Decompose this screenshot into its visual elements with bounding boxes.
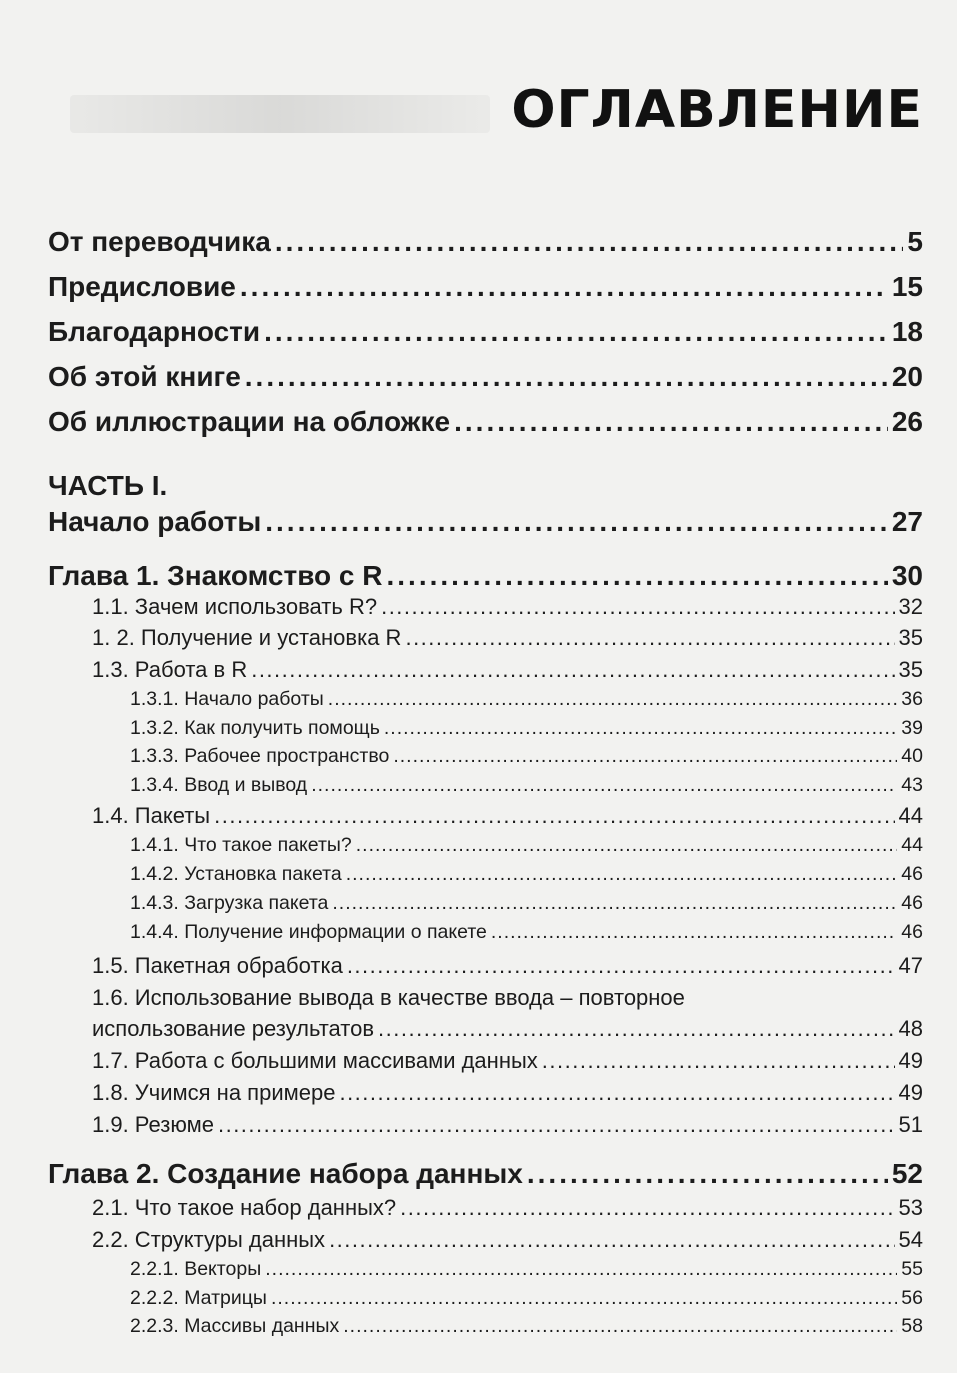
chapter-entry[interactable]: Глава 1. Знакомство с R ..... 30	[48, 560, 923, 592]
page-number: 44	[898, 803, 923, 828]
toc-entry[interactable]: 2.2.3. Массивы данных ..... 58	[130, 1315, 923, 1338]
toc-entry[interactable]: 2.1. Что такое набор данных? ..... 53	[92, 1195, 923, 1221]
toc-entry[interactable]: 2.2.2. Матрицы ..... 56	[130, 1287, 923, 1310]
page-number: 40	[901, 745, 923, 767]
page-number: 46	[901, 892, 923, 914]
toc-entry[interactable]: 1.3. Работа в R ..... 35	[92, 657, 923, 683]
page-number: 55	[901, 1258, 923, 1280]
page-number: 54	[898, 1227, 923, 1252]
page-number: 27	[891, 506, 923, 537]
page-number: 51	[898, 1112, 923, 1137]
toc-entry[interactable]: Предисловие ..... 15	[48, 271, 923, 303]
page-number: 49	[898, 1048, 923, 1073]
toc-entry[interactable]: 1. 2. Получение и установка R ..... 35	[92, 625, 923, 651]
toc-entry[interactable]: 1.3.3. Рабочее пространство ..... 40	[130, 745, 923, 768]
page-number: 18	[891, 316, 923, 347]
toc-entry[interactable]: 1.8. Учимся на примере ..... 49	[92, 1080, 923, 1106]
page-number: 48	[898, 1016, 923, 1041]
toc-entry[interactable]: 1.1. Зачем использовать R? ..... 32	[92, 594, 923, 620]
page-number: 56	[901, 1287, 923, 1309]
page-number: 35	[898, 657, 923, 682]
toc-entry[interactable]: 1.4.2. Установка пакета ..... 46	[130, 863, 923, 886]
toc-entry[interactable]: использование результатов ..... 48	[92, 1016, 923, 1042]
page-number: 44	[901, 834, 923, 856]
toc-entry[interactable]: 1.9. Резюме ..... 51	[92, 1112, 923, 1138]
page-number: 49	[898, 1080, 923, 1105]
toc-entry[interactable]: 1.4.4. Получение информации о пакете ..... 46	[130, 921, 923, 944]
page-title: ОГЛАВЛЕНИЕ	[511, 80, 923, 140]
toc-entry-line1: 1.6. Использование вывода в качестве ввода – повторное	[92, 985, 685, 1010]
part-heading: ЧАСТЬ I.	[48, 470, 168, 501]
page-number: 46	[901, 863, 923, 885]
page-number: 58	[901, 1315, 923, 1337]
toc-entry[interactable]: 1.3.4. Ввод и вывод ..... 43	[130, 774, 923, 797]
toc-entry[interactable]: 1.5. Пакетная обработка ..... 47	[92, 953, 923, 979]
page-number: 39	[901, 717, 923, 739]
page-number: 46	[901, 921, 923, 943]
page-number: 53	[898, 1195, 923, 1220]
toc-entry[interactable]: 1.4. Пакеты ..... 44	[92, 803, 923, 829]
page-number: 43	[901, 774, 923, 796]
toc-entry[interactable]: 1.7. Работа с большими массивами данных ..... 49	[92, 1048, 923, 1074]
toc-entry[interactable]: Об этой книге ..... 20	[48, 361, 923, 393]
toc-entry[interactable]: Об иллюстрации на обложке ..... 26	[48, 406, 923, 438]
toc-entry[interactable]: Начало работы ..... 27	[48, 506, 923, 538]
chapter-entry[interactable]: Глава 2. Создание набора данных ..... 52	[48, 1158, 923, 1190]
page-number: 30	[891, 560, 923, 591]
page-number: 36	[901, 688, 923, 710]
toc-entry[interactable]: 2.2.1. Векторы ..... 55	[130, 1258, 923, 1281]
page-number: 20	[891, 361, 923, 392]
page-number: 26	[891, 406, 923, 437]
page-number: 32	[898, 594, 923, 619]
page-number: 15	[891, 271, 923, 302]
toc-entry[interactable]: 1.4.1. Что такое пакеты? ..... 44	[130, 834, 923, 857]
page-number: 52	[891, 1158, 923, 1189]
toc-entry[interactable]: 1.3.2. Как получить помощь ..... 39	[130, 717, 923, 740]
toc-entry[interactable]: 1.3.1. Начало работы ..... 36	[130, 688, 923, 711]
toc-entry[interactable]: От переводчика ..... 5	[48, 226, 923, 258]
page-number: 35	[898, 625, 923, 650]
page-number: 47	[898, 953, 923, 978]
page-number: 5	[907, 226, 923, 257]
toc-entry[interactable]: 1.4.3. Загрузка пакета ..... 46	[130, 892, 923, 915]
toc-entry[interactable]: Благодарности ..... 18	[48, 316, 923, 348]
toc-entry[interactable]: 2.2. Структуры данных ..... 54	[92, 1227, 923, 1253]
